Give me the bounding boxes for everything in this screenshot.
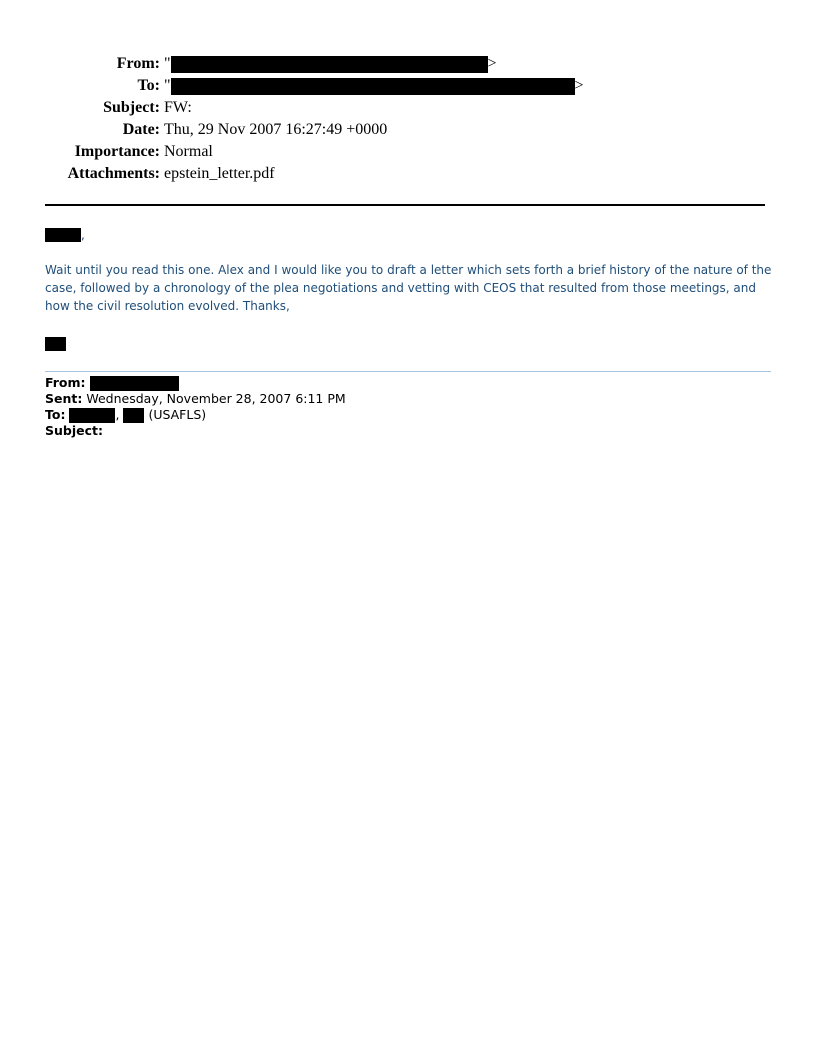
- forwarded-to-row: [45, 407, 346, 423]
- date-label: Date:: [122, 121, 160, 138]
- signature: [45, 336, 66, 351]
- to-close-bracket: >: [574, 77, 584, 94]
- salutation-comma: ,: [81, 228, 85, 242]
- subject-label: Subject:: [103, 99, 160, 116]
- to-open-quote: ": [164, 77, 171, 94]
- forwarded-from-redaction: [90, 376, 179, 391]
- from-redaction: [171, 56, 488, 73]
- header-from-row: [0, 53, 816, 75]
- to-label: To:: [137, 77, 160, 94]
- from-open-quote: ": [164, 55, 171, 72]
- forwarded-header: [45, 375, 346, 439]
- forward-divider: [45, 371, 771, 372]
- header-divider: [45, 204, 765, 206]
- forwarded-sent-label: Sent:: [45, 391, 83, 406]
- to-redaction: [171, 78, 575, 95]
- forwarded-to-suffix: (USAFLS): [148, 407, 207, 422]
- header-date-row: [0, 119, 816, 141]
- forwarded-sent-row: [45, 391, 346, 407]
- forwarded-subject-label: Subject:: [45, 423, 103, 438]
- from-label: From:: [116, 55, 160, 72]
- header-attachments-row: [0, 163, 816, 185]
- forwarded-to-label: To:: [45, 407, 66, 422]
- from-value: [160, 53, 497, 75]
- header-to-row: [0, 75, 816, 97]
- header-subject-row: [0, 97, 816, 119]
- importance-value: Normal: [164, 143, 213, 160]
- forwarded-from-row: [45, 375, 346, 391]
- salutation-redaction: [45, 228, 81, 242]
- forwarded-subject-row: [45, 423, 346, 439]
- from-close-bracket: >: [487, 55, 497, 72]
- forwarded-to-redaction-1: [69, 408, 115, 423]
- to-value: [160, 75, 584, 97]
- attachment-link[interactable]: epstein_letter.pdf: [164, 165, 275, 182]
- forwarded-to-redaction-2: [123, 408, 144, 423]
- forwarded-to-separator: ,: [115, 407, 120, 422]
- message-body: Wait until you read this one. Alex and I would like you to draft a letter which sets forth a brief history of the nature of the case, followed by a chronology of the plea negotiations and vetting with CEOS that resulted from those meetings, and how the civil resolution evolved. Thanks,: [45, 263, 772, 313]
- salutation: [45, 227, 85, 243]
- forwarded-sent-value: Wednesday, November 28, 2007 6:11 PM: [86, 391, 346, 406]
- importance-label: Importance:: [74, 143, 160, 160]
- header-importance-row: [0, 141, 816, 163]
- attachments-label: Attachments:: [67, 165, 160, 182]
- date-value: Thu, 29 Nov 2007 16:27:49 +0000: [164, 121, 388, 138]
- signature-redaction: [45, 337, 66, 351]
- subject-value: FW:: [164, 99, 192, 116]
- forwarded-from-label: From:: [45, 375, 86, 390]
- email-header: [0, 53, 816, 185]
